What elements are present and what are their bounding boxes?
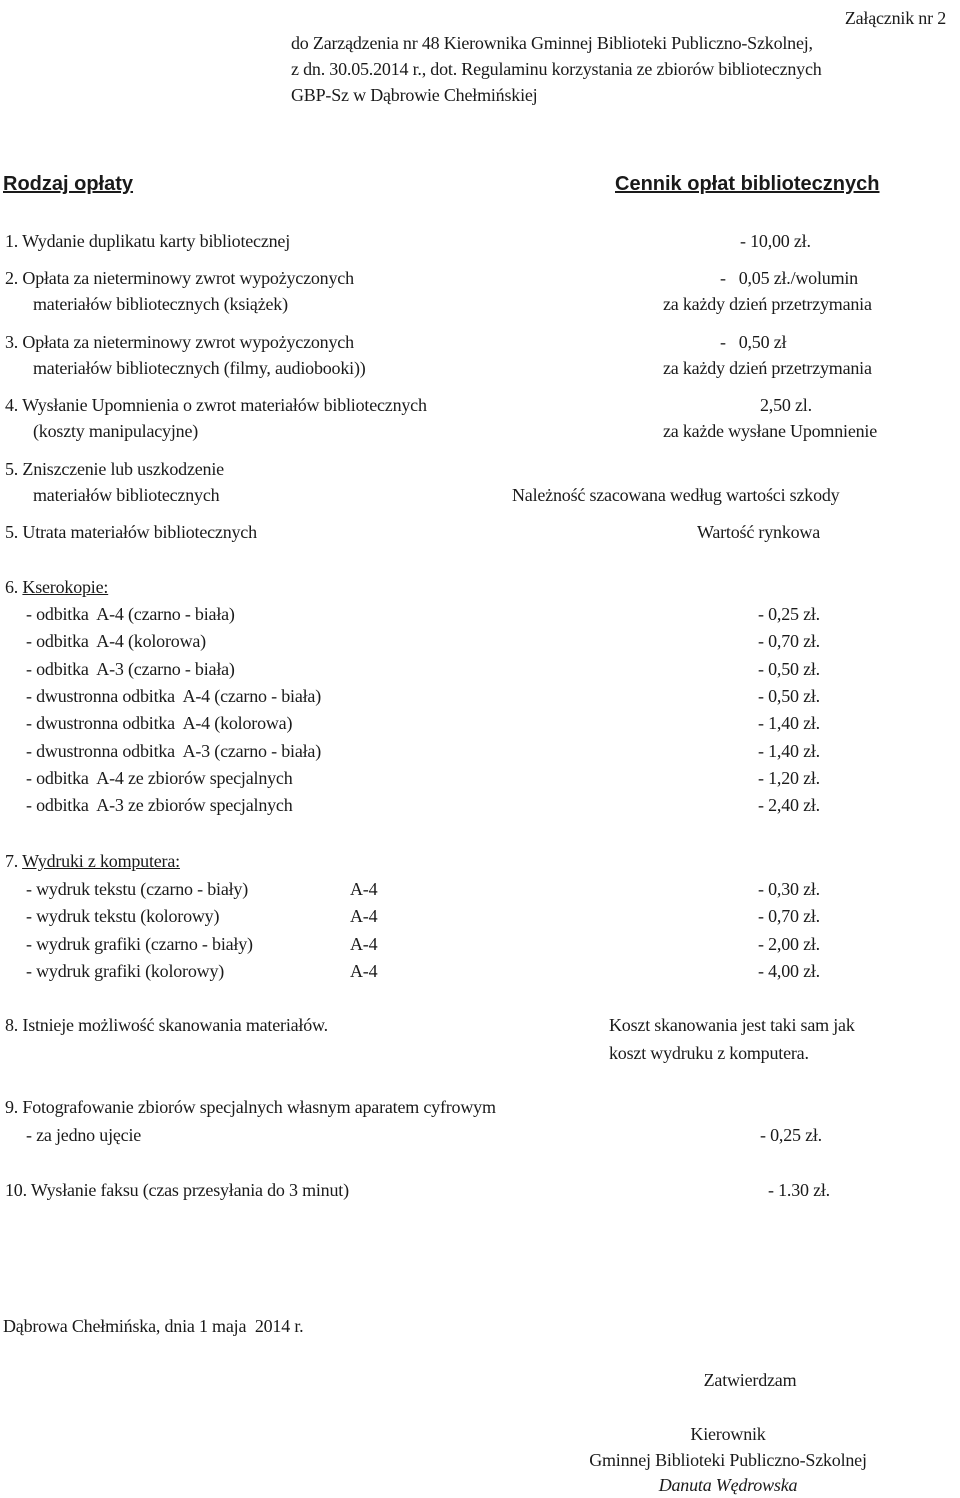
fee-2-price-note: za każdy dzień przetrzymania (663, 294, 872, 314)
fee-4-price: 2,50 zl. (760, 395, 812, 415)
copies-number: 6. (5, 577, 23, 597)
copies-row-price: - 1,20 zł. (758, 767, 820, 788)
copies-row-label: - dwustronna odbitka A-3 (czarno - biała) (26, 740, 321, 761)
fee-5-loss-price: Wartość rynkowa (697, 522, 821, 542)
header-line-4: GBP-Sz w Dąbrowie Chełmińskiej (291, 85, 538, 105)
fee-9-label-line-1: 9. Fotografowanie zbiorów specjalnych własnym aparatem cyfrowym (5, 1097, 496, 1117)
approval-label: Zatwierdzam (703, 1370, 797, 1390)
prints-row-size: A-4 (350, 933, 378, 954)
prints-row-price: - 0,30 zł. (758, 879, 820, 899)
prints-row-price: - 4,00 zł. (758, 960, 820, 981)
fee-3-price-note: za każdy dzień przetrzymania (663, 358, 872, 378)
fee-4-label-line-2: (koszty manipulacyjne) (33, 421, 199, 441)
prints-row-label: - wydruk tekstu (czarno - biały) (26, 879, 249, 899)
fee-5-loss-label: 5. Utrata materiałów bibliotecznych (5, 522, 257, 542)
copies-row-label: - odbitka A-3 (czarno - biała) (26, 658, 235, 679)
prints-row-label: - wydruk grafiki (czarno - biały) (26, 933, 253, 954)
prints-row-price: - 0,70 zł. (758, 906, 820, 927)
fee-2-price: - 0,05 zł./wolumin (720, 268, 858, 288)
fee-3-label-line-1: 3. Opłata za nieterminowy zwrot wypożyczonych (5, 332, 354, 352)
header-line-3: z dn. 30.05.2014 r., dot. Regulaminu korzystania ze zbiorów bibliotecznych (291, 59, 822, 79)
fee-9-label-line-2: - za jedno ujęcie (26, 1125, 142, 1145)
fee-2-label-line-1: 2. Opłata za nieterminowy zwrot wypożyczonych (5, 268, 354, 288)
fee-1-label: 1. Wydanie duplikatu karty bibliotecznej (5, 231, 291, 251)
fee-3-label-line-2: materiałów bibliotecznych (filmy, audiobooki)) (33, 358, 366, 378)
copies-row-price: - 0,50 zł. (758, 658, 820, 679)
copies-row-label: - odbitka A-4 ze zbiorów specjalnych (26, 767, 293, 788)
fee-8-note-line-2: koszt wydruku z komputera. (609, 1043, 809, 1063)
column-heading-fee-type: Rodzaj opłaty (3, 173, 134, 195)
fee-5-damage-price: Należność szacowana według wartości szkody (512, 485, 840, 505)
attachment-number: Załącznik nr 2 (844, 8, 946, 28)
copies-row-price: - 0,50 zł. (758, 685, 820, 706)
prints-row-label: - wydruk grafiki (kolorowy) (26, 960, 225, 981)
fee-9-price: - 0,25 zł. (760, 1125, 822, 1145)
column-heading-price-list: Cennik opłat bibliotecznych (615, 173, 880, 195)
prints-row-size: A-4 (350, 879, 378, 899)
copies-heading (5, 574, 108, 600)
fee-10-label: 10. Wysłanie faksu (czas przesyłania do 3 minut) (5, 1180, 349, 1200)
copies-title: Kserokopie: (22, 577, 109, 597)
prints-number: 7. (5, 851, 23, 871)
copies-row-price: - 1,40 zł. (758, 740, 820, 761)
signatory-organization: Gminnej Biblioteki Publiczno-Szkolnej (589, 1450, 867, 1470)
place-and-date: Dąbrowa Chełmińska, dnia 1 maja 2014 r. (3, 1316, 304, 1336)
copies-row-label: - dwustronna odbitka A-4 (kolorowa) (26, 713, 293, 734)
copies-row-price: - 1,40 zł. (758, 713, 820, 734)
copies-row-price: - 0,25 zł. (758, 604, 820, 624)
fee-5-damage-label-line-1: 5. Zniszczenie lub uszkodzenie (5, 459, 224, 479)
header-line-2: do Zarządzenia nr 48 Kierownika Gminnej Biblioteki Publiczno-Szkolnej, (291, 33, 813, 53)
prints-heading (5, 848, 180, 874)
copies-row-label: - dwustronna odbitka A-4 (czarno - biała) (26, 685, 321, 706)
fee-8-label: 8. Istnieje możliwość skanowania materiałów. (5, 1015, 328, 1035)
copies-row-price: - 0,70 zł. (758, 631, 820, 652)
fee-5-damage-label-line-2: materiałów bibliotecznych (33, 485, 220, 505)
prints-title: Wydruki z komputera: (22, 851, 180, 871)
fee-4-label-line-1: 4. Wysłanie Upomnienia o zwrot materiałów bibliotecznych (5, 395, 427, 415)
copies-row-label: - odbitka A-3 ze zbiorów specjalnych (26, 795, 293, 816)
signatory-role: Kierownik (690, 1424, 766, 1444)
prints-row-price: - 2,00 zł. (758, 933, 820, 954)
prints-row-label: - wydruk tekstu (kolorowy) (26, 906, 220, 927)
copies-row-price: - 2,40 zł. (758, 795, 820, 816)
copies-row-label: - odbitka A-4 (czarno - biała) (26, 604, 235, 624)
fee-10-price: - 1.30 zł. (768, 1180, 830, 1200)
fee-8-note-line-1: Koszt skanowania jest taki sam jak (609, 1015, 855, 1035)
prints-row-size: A-4 (350, 960, 378, 981)
copies-row-label: - odbitka A-4 (kolorowa) (26, 631, 206, 652)
fee-1-price: - 10,00 zł. (740, 231, 811, 251)
fee-2-label-line-2: materiałów bibliotecznych (książek) (33, 294, 288, 314)
signatory-name: Danuta Wędrowska (658, 1475, 798, 1495)
prints-row-size: A-4 (350, 906, 378, 927)
fee-4-price-note: za każde wysłane Upomnienie (663, 421, 878, 441)
fee-3-price: - 0,50 zł (720, 332, 787, 352)
